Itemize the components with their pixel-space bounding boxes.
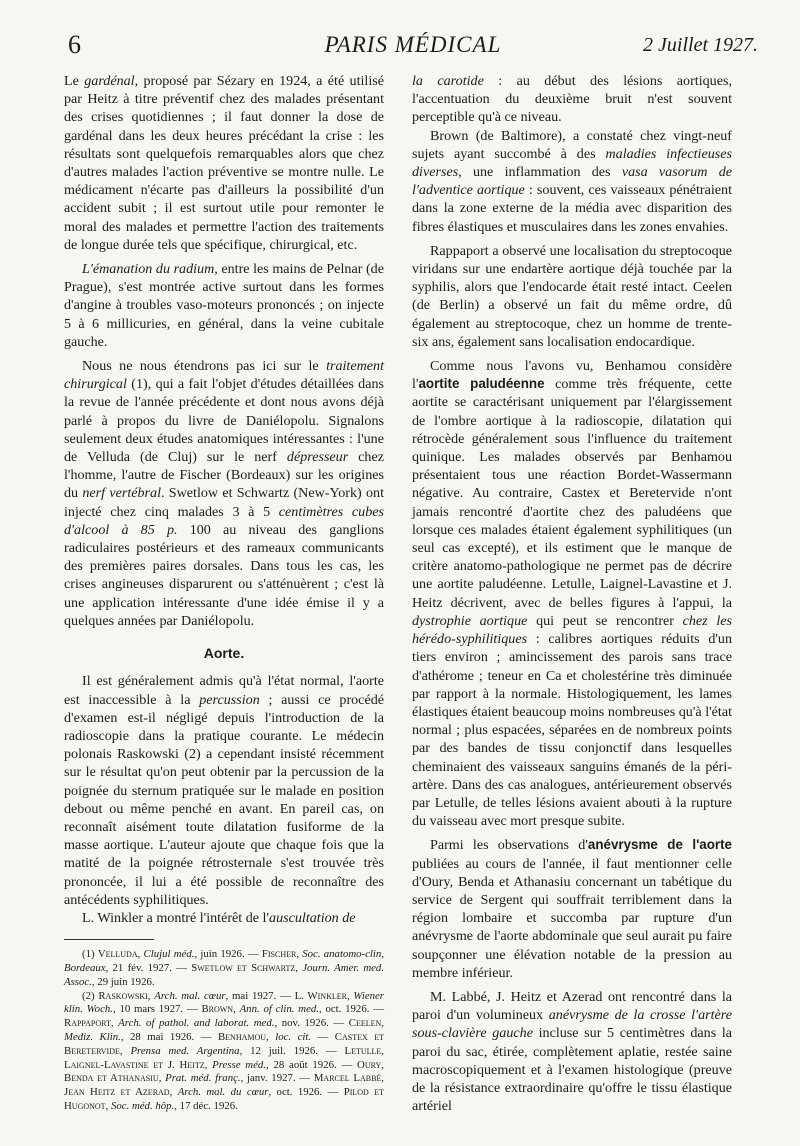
text-run: , 28 août 1926. —	[265, 1058, 358, 1071]
journal-title: PARIS MÉDICAL	[324, 32, 502, 57]
paragraph-rappaport	[412, 242, 732, 351]
text-run: Parmi les observations d'	[430, 837, 588, 854]
footnote-2	[64, 990, 384, 1114]
text-run: chez les hérédo-syphilitiques	[412, 612, 732, 648]
text-run: ,	[158, 1072, 166, 1085]
text-run: dépresseur	[286, 449, 349, 466]
text-run: Letulle, Laignel-Lavastine et J. Heitz	[64, 1044, 385, 1071]
text-run: Raskowski	[98, 989, 148, 1002]
text-run: percussion	[199, 691, 260, 708]
paragraph-gardenal	[64, 72, 384, 254]
text-run: chez l'homme, l'autre de Fischer (Bordeaux) sur les origines du	[64, 449, 384, 502]
text-run: : au début des lésions aortiques, l'accentuation du deuxième bruit n'est souvent perceptible qu'à ce niveau.	[412, 73, 732, 126]
text-run: —	[311, 1030, 335, 1043]
text-run: , entre les mains de Pelnar (de Prague), s'est montrée active surtout dans les formes d'angine à troubles vaso-moteurs prononcés ; on injecte 5 à 6 millicuries, en général, dans la veine cubitale gauche.	[64, 261, 384, 350]
text-run: dystrophie aortique	[412, 612, 528, 629]
text-run: , 17 déc. 1926.	[174, 1099, 238, 1112]
text-run: Mediz. Klin.	[64, 1030, 121, 1043]
footnote-1	[64, 948, 384, 989]
text-run: ,	[266, 1030, 276, 1043]
text-run: centimètres cubes d'alcool à 85 p.	[64, 503, 384, 538]
text-run: , oct. 1926. —	[318, 1003, 384, 1016]
text-run: Wiener klin. Woch.	[64, 989, 385, 1016]
text-run: ,	[105, 1099, 111, 1112]
text-run: Pilod et Hugonot	[64, 1086, 384, 1112]
left-column	[64, 72, 384, 1114]
text-run: comme très fréquente, cette aortite se caractérisant uniquement par l'élargissement de l'ombre aortique à la radioscopie, dilatation qui rétrocède généralement sous l'influence du traitement quinique. Les malades observés par Benhamou présentaient tous une réaction Bordet-Wassermann négative. Au contraire, Castex et Beretervide n'ont jamais rencontré d'aortite chez des paludéens que lorsque ces malades étaient également syphilitiques (un seul cas excepté), et ils estiment que le manque de critère anatomo-pathologique ne permet pas de décrire une aortite paludéenne. Letulle, Laignel-Lavastine et J. Heitz décrivent, avec de belles figures à l'appui, la	[412, 376, 732, 611]
text-run: incluse sur 5 centimètres dans la paroi du sac, étirée, complètement aplatie, restée saine macroscopiquement et à l'examen histologique (preuve de la résistance extraordinaire qu'offre le tissu élastique artériel	[412, 1025, 733, 1115]
text-run: Comme nous l'avons vu, Benhamou considère l'	[412, 358, 732, 393]
text-run: traitement chirurgical	[64, 358, 384, 393]
text-run: M. Labbé, J. Heitz et Azerad ont rencontré dans la paroi d'un volumineux	[412, 988, 732, 1024]
paragraph-carotide	[412, 72, 732, 127]
footnote-divider	[64, 939, 154, 940]
text-run: 100 au niveau des ganglions radiculaires postérieurs et des rameaux communicants des premières paires dorsales. Dans tous les cas, les crises angineuses disparurent ou s'atténuèrent ; c'est là une application intéressante d'une idée émise il y a quelques années par Daniélopolu.	[64, 521, 384, 629]
text-run: gardénal	[84, 73, 135, 89]
text-run: ,	[381, 1017, 384, 1030]
text-run: ,	[137, 948, 144, 961]
text-run: Brown	[201, 1003, 234, 1016]
text-run: Rappaport	[64, 1017, 111, 1030]
text-run: Soc. méd. hôp.	[110, 1099, 175, 1112]
text-run: Soc. anatomo-clin, Bordeaux	[64, 948, 385, 974]
text-run: , 12 juil. 1926. —	[239, 1044, 345, 1057]
text-run: Journ. Amer. med. Assoc.	[64, 961, 385, 988]
text-run: (1)	[82, 948, 98, 961]
text-run: Arch. mal. cœur	[154, 989, 226, 1002]
paragraph-radium	[64, 260, 384, 351]
paragraph-brown	[412, 127, 732, 236]
text-run: anévrysme de l'aorte	[587, 837, 733, 853]
text-run: nerf vertébral	[82, 485, 161, 502]
text-run: la carotide	[412, 73, 484, 89]
text-run: , 28 mai 1926. —	[120, 1030, 218, 1043]
text-run: Velluda	[97, 948, 138, 961]
text-run: Brown (de Baltimore), a constaté chez vingt-neuf sujets ayant succombé à des	[412, 127, 732, 162]
text-run: , 21 fév. 1927. —	[105, 961, 192, 974]
text-run: ,	[119, 1044, 131, 1057]
text-run: Arch. mal. du cœur	[177, 1086, 269, 1099]
text-run: Swetlow et Schwartz	[191, 961, 296, 974]
text-run: ; aussi ce procédé d'examen est-il négligé depuis l'introduction de la radioscopie dans la pratique courante. Le médecin polonais Raskowski (2) a cependant insisté récemment sur le résultat qu'on peut obtenir par la percussion de la poignée du sternum pratiquée sur le malade en position debout ou même penché en avant. En pareil cas, on reconnaît aisément toute dilatation fusiforme de la masse aortique. L'auteur ajoute que chaque fois que la matité de la poignée rétrosternale s'est trouvée très prononcée, il lui a été possible de reconnaître des antécédents syphilitiques.	[64, 691, 384, 908]
page-header	[68, 30, 758, 66]
text-run: Fischer	[261, 948, 297, 961]
text-run: : calibres aortiques réduits d'un tiers environ ; amincissement des parois sans trace d'athérome ; teneur en Ca et cholestérine très diminuée par rapport à la normale. Histologiquement, les lames élastiques étaient beaucoup moins nombreuses qu'à l'état normal ; plus espacées, séparées en de nombreux points par des bandes de tissu conjonctif dans lesquelles cheminaient des vaisseaux sanguins émanés de la péri-artère. Dans des cas analogues, antérieurement observés par Letulle, de telles lésions avaient abouti à la rupture du vaisseau avec mort presque subite.	[412, 631, 732, 830]
text-run: Prat. méd. franç.	[165, 1072, 241, 1085]
paragraph-anevrysme	[412, 836, 732, 982]
text-run: (2)	[82, 989, 99, 1002]
text-run: Castex et Beretervide	[64, 1030, 384, 1057]
paragraph-winkler	[64, 909, 384, 927]
text-run: Le	[64, 73, 85, 89]
text-run: loc. cit.	[275, 1030, 312, 1043]
text-run: Presse méd.	[212, 1058, 266, 1071]
text-run: ,	[296, 948, 303, 961]
text-run: auscultation de	[269, 909, 356, 926]
text-run: Ceelen	[348, 1017, 382, 1030]
text-run: L'émanation du radium	[82, 261, 215, 278]
right-column	[412, 72, 732, 1115]
text-run: , 10 mars 1927. —	[112, 1003, 202, 1016]
text-run: vasa vasorum de l'adventice aortique	[412, 164, 733, 199]
text-run: L. Winkler	[294, 989, 347, 1002]
text-run: Ann. of clin. med.	[239, 1003, 319, 1016]
text-run: ,	[147, 989, 155, 1002]
text-run: , 29 juin 1926.	[91, 975, 155, 988]
text-run: publiées au cours de l'année, il faut mentionner celle d'Oury, Benda et Athanasiu concernant un tabétique du service de Sergent qui souffrait terriblement dans la région lombaire et succomba par rupture d'un anévrysme de l'aorte abdominale que seul aurait pu faire soupçonner une élévation notable de la pression au membre inférieur.	[412, 855, 732, 981]
section-title-aorte: Aorte.	[203, 645, 245, 662]
paragraph-percussion	[64, 672, 384, 909]
text-run: , une inflammation des	[458, 164, 622, 181]
text-run: Prensa med. Argentina	[130, 1044, 240, 1057]
text-run: ,	[204, 1058, 213, 1071]
text-run: Il est généralement admis qu'à l'état normal, l'aorte est inaccessible à la	[64, 673, 384, 708]
text-run: L. Winkler a montré l'intérêt de l'	[82, 909, 270, 926]
text-run: Oury, Benda et Athanasiu	[64, 1058, 384, 1085]
text-run: ,	[169, 1086, 178, 1099]
text-run: maladies infectieuses diverses	[412, 145, 732, 181]
text-run: , mai 1927. —	[225, 989, 295, 1002]
text-run: , oct. 1926. —	[268, 1086, 344, 1099]
text-run: anévrysme de la crosse l'artère sous-clavière gauche	[412, 1007, 732, 1042]
text-run: Marcel Labbé, Jean Heitz et Azerad	[64, 1072, 384, 1099]
text-run: , juin 1926. —	[194, 948, 262, 961]
text-run: (1), qui a fait l'objet d'études détaillées dans la revue de l'année précédente et dont nous avons déjà parlé à propos du livre de Daniélopolu. Signalons seulement deux études anatomiques intéressantes : l'une de Velluda (de Cluj) sur le nerf	[64, 376, 384, 466]
text-run: ,	[233, 1003, 240, 1016]
text-run: ,	[295, 961, 303, 974]
text-run: aortite paludéenne	[418, 376, 545, 392]
paragraph-labbe	[412, 988, 732, 1115]
text-run: Benhamou	[217, 1030, 267, 1043]
text-run: , janv. 1927. —	[240, 1072, 314, 1085]
paragraph-aortite-paludeenne	[412, 357, 732, 830]
page-number: 6	[68, 30, 81, 59]
text-run: ,	[110, 1017, 119, 1030]
text-run: Rappaport a observé une localisation du streptocoque viridans sur une endartère aortique déjà touchée par la syphilis, alors que l'endocarde était resté intact. Ceelen (de Berlin) a observé un fait du même ordre, dû également au streptocoque, chez un homme de trente-six ans, également sans localisation endocardique.	[412, 242, 732, 350]
text-run: , nov. 1926. —	[274, 1017, 349, 1030]
text-run: Clujul méd.	[143, 948, 195, 961]
text-run: qui peut se rencontrer	[527, 612, 683, 629]
text-run: Nous ne nous étendrons pas ici sur le	[82, 358, 327, 375]
text-run: ,	[346, 989, 354, 1002]
text-run: , proposé par Sézary en 1924, a été utilisé par Heitz à titre préventif chez des malades présentant des crises quotidiennes ; il faut donner la dose de gardénal dans les deux heures précédant la crise : les résultats sont quelquefois remarquables alors que chez d'autres malades l'action préventive se montre nulle. Le médicament n'écarte pas d'ailleurs la possibilité d'un accident subit ; il est surtout utile pour remonter le moral des malades et permettre l'action des traitements de longue durée tels que spécifique, chirurgical, etc.	[64, 73, 384, 253]
paragraph-surgical-treatment	[64, 357, 384, 630]
text-run: . Swetlow et Schwartz (New-York) ont injecté chez cinq malades 3 à 5	[64, 485, 384, 520]
issue-date: 2 Juillet 1927.	[643, 34, 758, 56]
text-run: : souvent, ces vaisseaux pénétraient dans la zone externe de la média avec disparition des fibres élastiques et musculaires dans les zones envahies.	[412, 182, 732, 235]
text-run: Arch. of pathol. and laborat. med.	[118, 1017, 275, 1030]
